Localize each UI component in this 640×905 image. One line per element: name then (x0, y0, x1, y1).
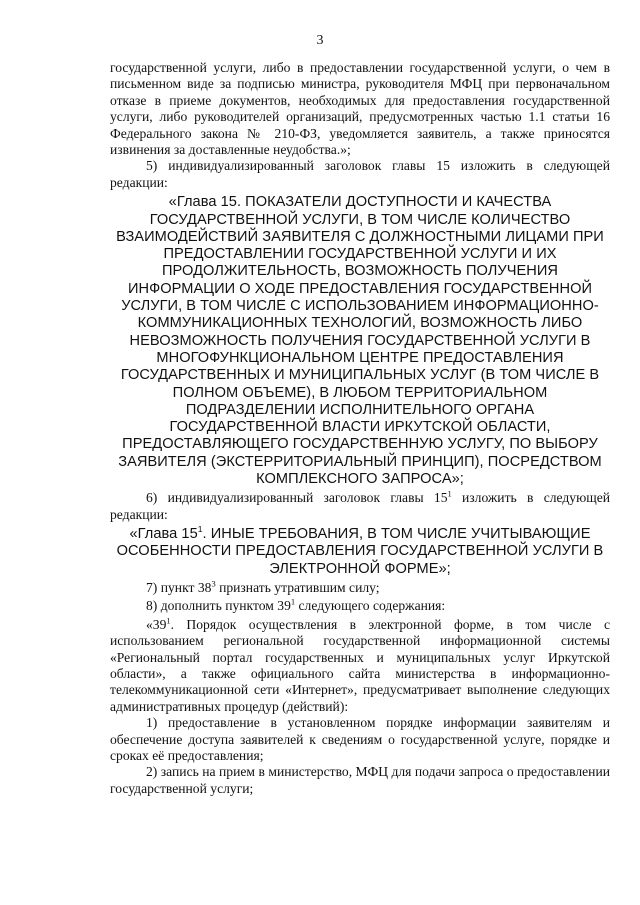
chapter-15-heading: «Глава 15. ПОКАЗАТЕЛИ ДОСТУПНОСТИ И КАЧЕСТВА ГОСУДАРСТВЕННОЙ УСЛУГИ, В ТОМ ЧИСЛЕ КОЛИЧЕСТВО ВЗАИМОДЕЙСТВИЙ ЗАЯВИТЕЛЯ С ДОЛЖНОСТНЫМИ ЛИЦАМИ ПРИ ПРЕДОСТАВЛЕНИИ ГОСУДАРСТВЕННОЙ УСЛУГИ И ИХ ПРОДОЛЖИТЕЛЬНОСТЬ, ВОЗМОЖНОСТЬ ПОЛУЧЕНИЯ ИНФОРМАЦИИ О ХОДЕ ПРЕДОСТАВЛЕНИЯ ГОСУДАРСТВЕННОЙ УСЛУГИ, В ТОМ ЧИСЛЕ С ИСПОЛЬЗОВАНИЕМ ИНФОРМАЦИОННО-КОММУНИКАЦИОННЫХ ТЕХНОЛОГИЙ, ВОЗМОЖНОСТЬ ЛИБО НЕВОЗМОЖНОСТЬ ПОЛУЧЕНИЯ ГОСУДАРСТВЕННОЙ УСЛУГИ В МНОГОФУНКЦИОНАЛЬНОМ ЦЕНТРЕ ПРЕДОСТАВЛЕНИЯ ГОСУДАРСТВЕННЫХ И МУНИЦИПАЛЬНЫХ УСЛУГ (В ТОМ ЧИСЛЕ В ПОЛНОМ ОБЪЕМЕ), В ЛЮБОМ ТЕРРИТОРИАЛЬНОМ ПОДРАЗДЕЛЕНИИ ИСПОЛНИТЕЛЬНОГО ОРГАНА ГОСУДАРСТВЕННОЙ ВЛАСТИ ИРКУТСКОЙ ОБЛАСТИ, ПРЕДОСТАВЛЯЮЩЕГО ГОСУДАРСТВЕННУЮ УСЛУГУ, ПО ВЫБОРУ ЗАЯВИТЕЛЯ (ЭКСТЕРРИТОРИАЛЬНЫЙ ПРИНЦИП), ПОСРЕДСТВОМ КОМПЛЕКСНОГО ЗАПРОСА»; (116, 194, 604, 487)
text-run: «39 (146, 616, 167, 632)
paragraph-point-39-1 (110, 617, 610, 715)
document-body (110, 60, 610, 797)
text-run: изложить в следующей редакции: (110, 490, 611, 522)
paragraph-item-8 (110, 598, 610, 614)
page-number: 3 (316, 33, 324, 48)
paragraph-subitem-1: 1) предоставление в установленном порядке информации заявителям и обеспечение доступа заявителей к сведениям о государственной услуге, порядке и сроках её предоставления; (110, 715, 610, 764)
paragraph-subitem-2: 2) запись на прием в министерство, МФЦ для подачи запроса о предоставлении государственной услуги; (110, 764, 610, 796)
superscript: 1 (166, 615, 171, 626)
paragraph-item-5: 5) индивидуализированный заголовок главы 15 изложить в следующей редакции: (110, 158, 610, 190)
text-run: 8) дополнить пунктом 39 (146, 598, 291, 614)
text-run: признать утратившим силу; (215, 580, 380, 595)
text-run: следующего содержания: (295, 598, 446, 614)
text-run: . Порядок осуществления в электронной форме, в том числе с использованием региональной государственной информационной системы «Региональный портал государственных и муниципальных услуг Иркутской области», а также официального сайта министерства в информационно-телекоммуникационной сети «Интернет», предусматривает выполнение следующих административных процедур (действий): (110, 616, 610, 714)
text-run: . ИНЫЕ ТРЕБОВАНИЯ, В ТОМ ЧИСЛЕ УЧИТЫВАЮЩИЕ ОСОБЕННОСТИ ПРЕДОСТАВЛЕНИЯ ГОСУДАРСТВЕННОЙ УСЛУГИ В ЭЛЕКТРОННОЙ ФОРМЕ»; (116, 526, 604, 577)
chapter-15-1-heading (110, 526, 610, 578)
text-run: 6) индивидуализированный заголовок главы 15 (146, 490, 448, 506)
superscript: 1 (197, 524, 203, 535)
superscript: 3 (211, 578, 216, 589)
text-run: «Глава 15 (129, 526, 198, 543)
paragraph-item-6 (110, 490, 610, 523)
superscript: 1 (447, 488, 452, 499)
text-run: 7) пункт 38 (146, 580, 212, 595)
superscript: 1 (290, 596, 296, 607)
paragraph-continuation: государственной услуги, либо в предоставлении государственной услуги, о чем в письменном виде за подписью министра, руководителя МФЦ при первоначальном отказе в приеме документов, необходимых для предоставления государственной услуги, либо руководителей организаций, предусмотренных частью 1.1 статьи 16 Федерального закона № 210-ФЗ, уведомляется заявитель, а также приносятся извинения за доставленные неудобства.»; (110, 60, 610, 158)
paragraph-item-7 (110, 580, 610, 596)
